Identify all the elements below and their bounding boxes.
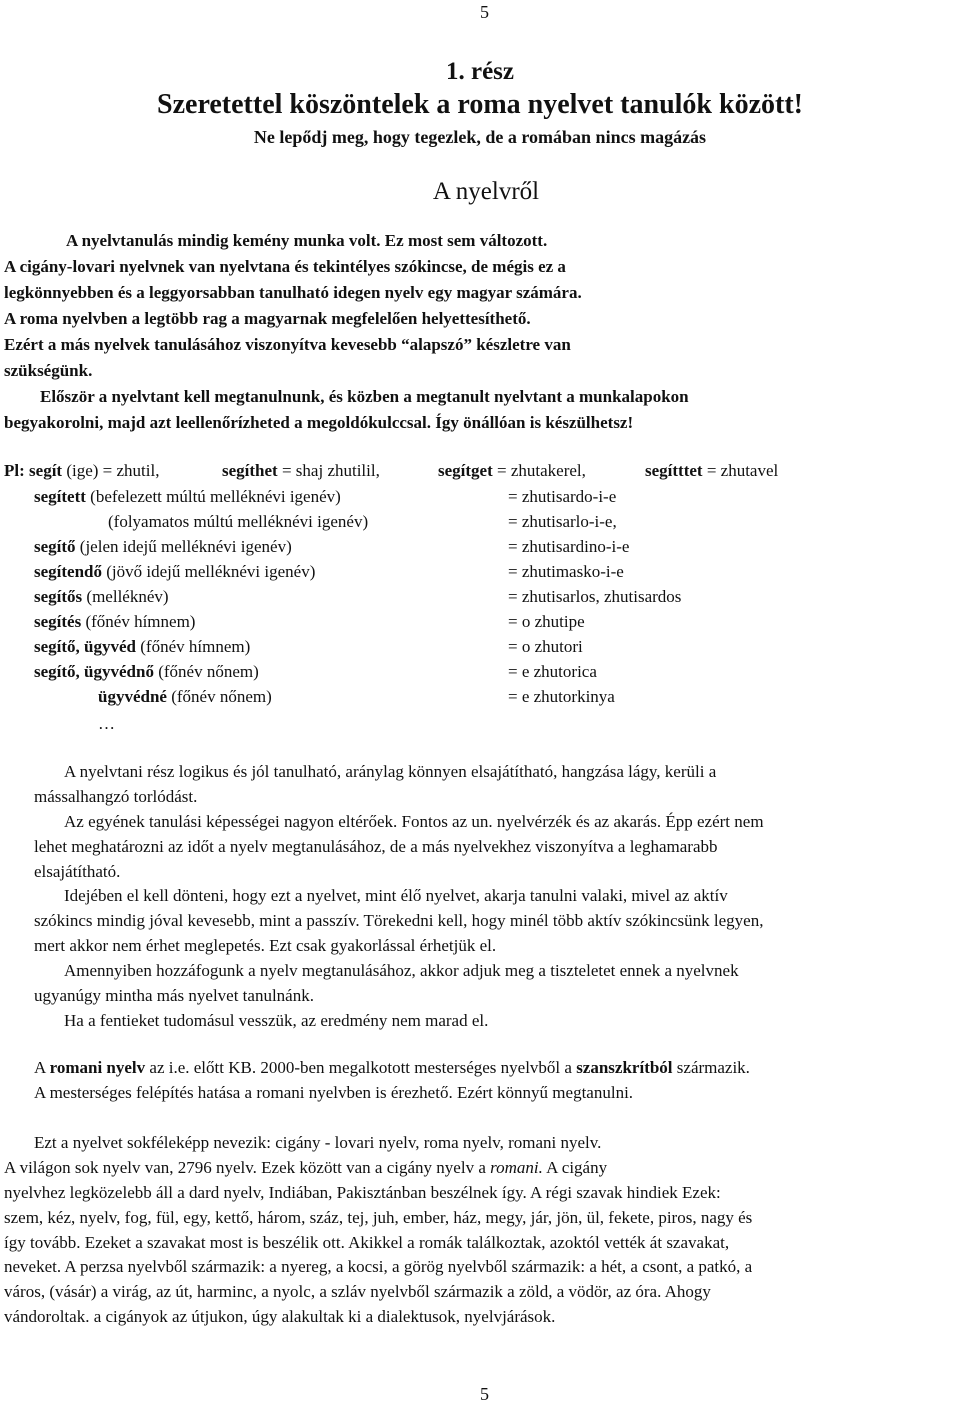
example-first-line-part	[222, 461, 380, 481]
example-word: segítés	[34, 612, 82, 631]
intro-line: A cigány-lovari nyelvnek van nyelvtana és tekintélyes szókincse, de mégis ez a	[4, 257, 566, 276]
example-word: ügyvédné	[98, 687, 167, 706]
paragraph-line: A nyelvtani rész logikus és jól tanulható, aránylag könnyen elsajátítható, hangzása lágy, kerüli a	[64, 762, 717, 781]
example-word: segítő	[34, 537, 76, 556]
paragraph-line: lehet meghatározni az időt a nyelv megtanulásához, de a más nyelvekhez viszonyítva a leghamarabb	[34, 837, 718, 856]
paragraph-line: Az egyének tanulási képességei nagyon eltérőek. Fontos az un. nyelvérzék és az akarás. Épp ezért nem	[64, 812, 764, 831]
example-translation: = e zhutorkinya	[508, 687, 615, 706]
final-line: nyelvhez legközelebb áll a dard nyelv, Indiában, Pakisztánban beszélnek így. A régi szavak hindiek Ezek:	[4, 1183, 721, 1202]
example-first-line	[4, 461, 159, 481]
intro-line: Ezért a más nyelvek tanulásához viszonyítva kevesebb “alapszó” készletre van	[4, 335, 571, 354]
example-row	[34, 537, 292, 557]
paragraph-line: mert akkor nem érhet meglepetés. Ezt csak gyakorlással érhetjük el.	[34, 936, 497, 955]
paragraph-line: Ha a fentieket tudomásul vesszük, az eredmény nem marad el.	[64, 1011, 489, 1030]
text-span: A világon sok nyelv van, 2796 nyelv. Ezek között van a cigány nyelv a	[4, 1158, 491, 1177]
example-row	[98, 687, 272, 707]
example-translation: = o zhutori	[508, 637, 583, 656]
example-pl-label: Pl:	[4, 461, 25, 480]
final-line: neveket. A perzsa nyelvből származik: a nyereg, a kocsi, a görög nyelvből származik: a hét, a csont, a patkó, a	[4, 1257, 753, 1276]
example-translation: = o zhutipe	[508, 612, 585, 631]
text-span: A cigány	[542, 1158, 608, 1177]
intro-line: szükségünk.	[4, 361, 93, 380]
example-text: (főnév hímnem)	[81, 612, 196, 631]
example-word: segítős	[34, 587, 83, 606]
example-word: segít	[29, 461, 63, 480]
final-line: szem, kéz, nyelv, fog, fül, egy, kettő, három, száz, tej, juh, ember, ház, megy, jár, jön, ül, fekete, piros, nagy és	[4, 1208, 753, 1227]
example-word: segítő, ügyvédnő	[34, 662, 154, 681]
example-text: (főnév nőnem)	[166, 687, 272, 706]
example-word: segített	[34, 487, 86, 506]
bold-term: szanszkrítból	[576, 1058, 673, 1077]
paragraph-line: szókincs mindig jóval kevesebb, mint a passzív. Törekedni kell, hogy minél több aktív szókincsünk legyen,	[34, 911, 764, 930]
example-text: (befelezett múltú melléknévi igenév)	[85, 487, 341, 506]
text-span: származik.	[672, 1058, 750, 1077]
paragraph-line: mássalhangzó torlódást.	[34, 787, 198, 806]
paragraph-line: Amennyiben hozzáfogunk a nyelv megtanulásához, akkor adjuk meg a tiszteletet ennek a nyelvnek	[64, 961, 739, 980]
intro-line: Először a nyelvtant kell megtanulnunk, és közben a megtanult nyelvtant a munkalapokon	[40, 387, 689, 406]
example-translation: = zhutisardo-i-e	[508, 487, 617, 506]
example-row	[34, 487, 341, 507]
example-text: (folyamatos múltú melléknévi igenév)	[108, 512, 369, 531]
example-word: segítttet	[645, 461, 703, 480]
example-word: segíthet	[222, 461, 278, 480]
final-line: vándoroltak. a cigányok az útjukon, úgy alakultak ki a dialektusok, nyelvjárások.	[4, 1307, 556, 1326]
page-number-top: 5	[480, 2, 489, 22]
example-first-line-part	[438, 461, 586, 481]
final-line	[4, 1158, 607, 1178]
example-translation: = zhutisarlo-i-e,	[508, 512, 617, 531]
intro-line: begyakorolni, majd azt leellenőrízheted a megoldókulccsal. Így önállóan is készülhetsz!	[4, 413, 634, 432]
example-translation: = e zhutorica	[508, 662, 597, 681]
page-title: Szeretettel köszöntelek a roma nyelvet tanulók között!	[157, 89, 803, 120]
example-row	[34, 587, 169, 607]
subtitle: Ne lepődj meg, hogy tegezlek, de a romában nincs magázás	[253, 127, 707, 147]
example-text: = zhutavel	[702, 461, 779, 480]
text-span: A	[34, 1058, 50, 1077]
example-row	[34, 662, 259, 682]
example-text: (melléknév)	[82, 587, 169, 606]
example-text: (ige) = zhutil,	[62, 461, 160, 480]
example-translation: = zhutimasko-i-e	[508, 562, 624, 581]
final-line: város, (vásár) a virág, az út, harminc, a nyolc, a szláv nyelvből származik a zöld, a vödör, az óra. Ahogy	[4, 1282, 711, 1301]
example-translation: = zhutisarlos, zhutisardos	[508, 587, 682, 606]
romani-line: A mesterséges felépítés hatása a romani nyelvben is érezhető. Ezért könnyű megtanulni.	[34, 1083, 634, 1102]
example-translation: = zhutisardino-i-e	[508, 537, 630, 556]
example-row	[34, 562, 315, 582]
paragraph-line: elsajátítható.	[34, 862, 121, 881]
example-word: segítő, ügyvéd	[34, 637, 136, 656]
example-text: = shaj zhutilil,	[277, 461, 380, 480]
section-heading: A nyelvről	[432, 178, 540, 205]
romani-line	[34, 1058, 750, 1078]
example-text: (jelen idejű melléknévi igenév)	[75, 537, 292, 556]
example-text: (főnév nőnem)	[153, 662, 259, 681]
paragraph-line: ugyanúgy mintha más nyelvet tanulnánk.	[34, 986, 314, 1005]
chapter-title: 1. rész	[445, 58, 515, 85]
intro-line: legkönnyebben és a leggyorsabban tanulható idegen nyelv egy magyar számára.	[4, 283, 582, 302]
example-text: (jövő idejű melléknévi igenév)	[102, 562, 316, 581]
example-ellipsis: …	[98, 714, 115, 733]
italic-term: romani.	[490, 1158, 543, 1177]
intro-line: A nyelvtanulás mindig kemény munka volt. Ez most sem változott.	[66, 231, 548, 250]
example-row	[108, 512, 368, 532]
page-number-bottom: 5	[480, 1384, 489, 1404]
example-first-line-part	[645, 461, 778, 481]
text-span: az i.e. előtt KB. 2000-ben megalkotott mesterséges nyelvből a	[145, 1058, 577, 1077]
paragraph-line: Idejében el kell dönteni, hogy ezt a nyelvet, mint élő nyelvet, akarja tanulni valaki, mivel az aktív	[64, 886, 728, 905]
example-word: segítendő	[34, 562, 102, 581]
bold-term: romani nyelv	[49, 1058, 146, 1077]
final-line: így tovább. Ezeket a szavakat most is beszélik ott. Akikkel a romák találkoztak, azoktól vették át szavakat,	[4, 1233, 730, 1252]
intro-line: A roma nyelvben a legtöbb rag a magyarnak megfelelően helyettesíthető.	[4, 309, 531, 328]
example-row	[34, 637, 250, 657]
example-word: segítget	[438, 461, 493, 480]
final-line: Ezt a nyelvet sokféleképp nevezik: cigány - lovari nyelv, roma nyelv, romani nyelv.	[34, 1133, 602, 1152]
example-row	[34, 612, 195, 632]
example-text: (főnév hímnem)	[136, 637, 251, 656]
example-text: = zhutakerel,	[492, 461, 586, 480]
